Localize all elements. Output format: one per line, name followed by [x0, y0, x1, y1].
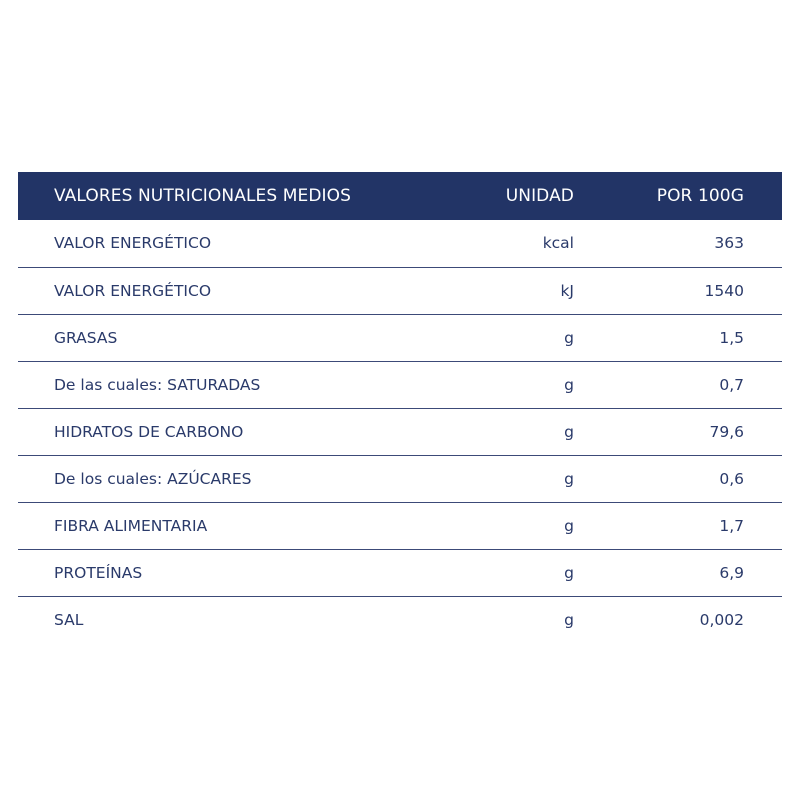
- row-unit: g: [464, 455, 574, 502]
- table-row: [18, 549, 782, 596]
- row-name: FIBRA ALIMENTARIA: [18, 502, 464, 549]
- row-value: 363: [574, 220, 782, 267]
- row-unit: kcal: [464, 220, 574, 267]
- nutrition-table: [18, 172, 782, 643]
- header-name: VALORES NUTRICIONALES MEDIOS: [54, 186, 352, 206]
- row-value: 1,5: [574, 314, 782, 361]
- row-value: 0,6: [574, 455, 782, 502]
- header-value: POR 100G: [656, 186, 744, 206]
- row-name: De los cuales: AZÚCARES: [18, 455, 464, 502]
- header-unit: UNIDAD: [505, 186, 574, 206]
- row-unit: kJ: [464, 267, 574, 314]
- table-row: [18, 314, 782, 361]
- table-row: [18, 596, 782, 643]
- table-row: [18, 455, 782, 502]
- row-unit: g: [464, 549, 574, 596]
- table-header-row: [18, 172, 782, 220]
- row-name: PROTEÍNAS: [18, 549, 464, 596]
- row-name: VALOR ENERGÉTICO: [18, 220, 464, 267]
- row-unit: g: [464, 408, 574, 455]
- table-row: [18, 502, 782, 549]
- row-value: 6,9: [574, 549, 782, 596]
- row-value: 79,6: [574, 408, 782, 455]
- row-name: De las cuales: SATURADAS: [18, 361, 464, 408]
- row-value: 1540: [574, 267, 782, 314]
- table-row: [18, 267, 782, 314]
- table-row: [18, 361, 782, 408]
- table-row: [18, 408, 782, 455]
- row-unit: g: [564, 610, 574, 629]
- row-unit: g: [464, 314, 574, 361]
- row-value: 0,002: [699, 610, 744, 629]
- row-name: GRASAS: [18, 314, 464, 361]
- table-row: [18, 220, 782, 267]
- row-unit: g: [464, 502, 574, 549]
- row-name: HIDRATOS DE CARBONO: [18, 408, 464, 455]
- row-unit: g: [464, 361, 574, 408]
- row-value: 0,7: [574, 361, 782, 408]
- row-value: 1,7: [574, 502, 782, 549]
- row-name: SAL: [54, 610, 84, 629]
- row-name: VALOR ENERGÉTICO: [18, 267, 464, 314]
